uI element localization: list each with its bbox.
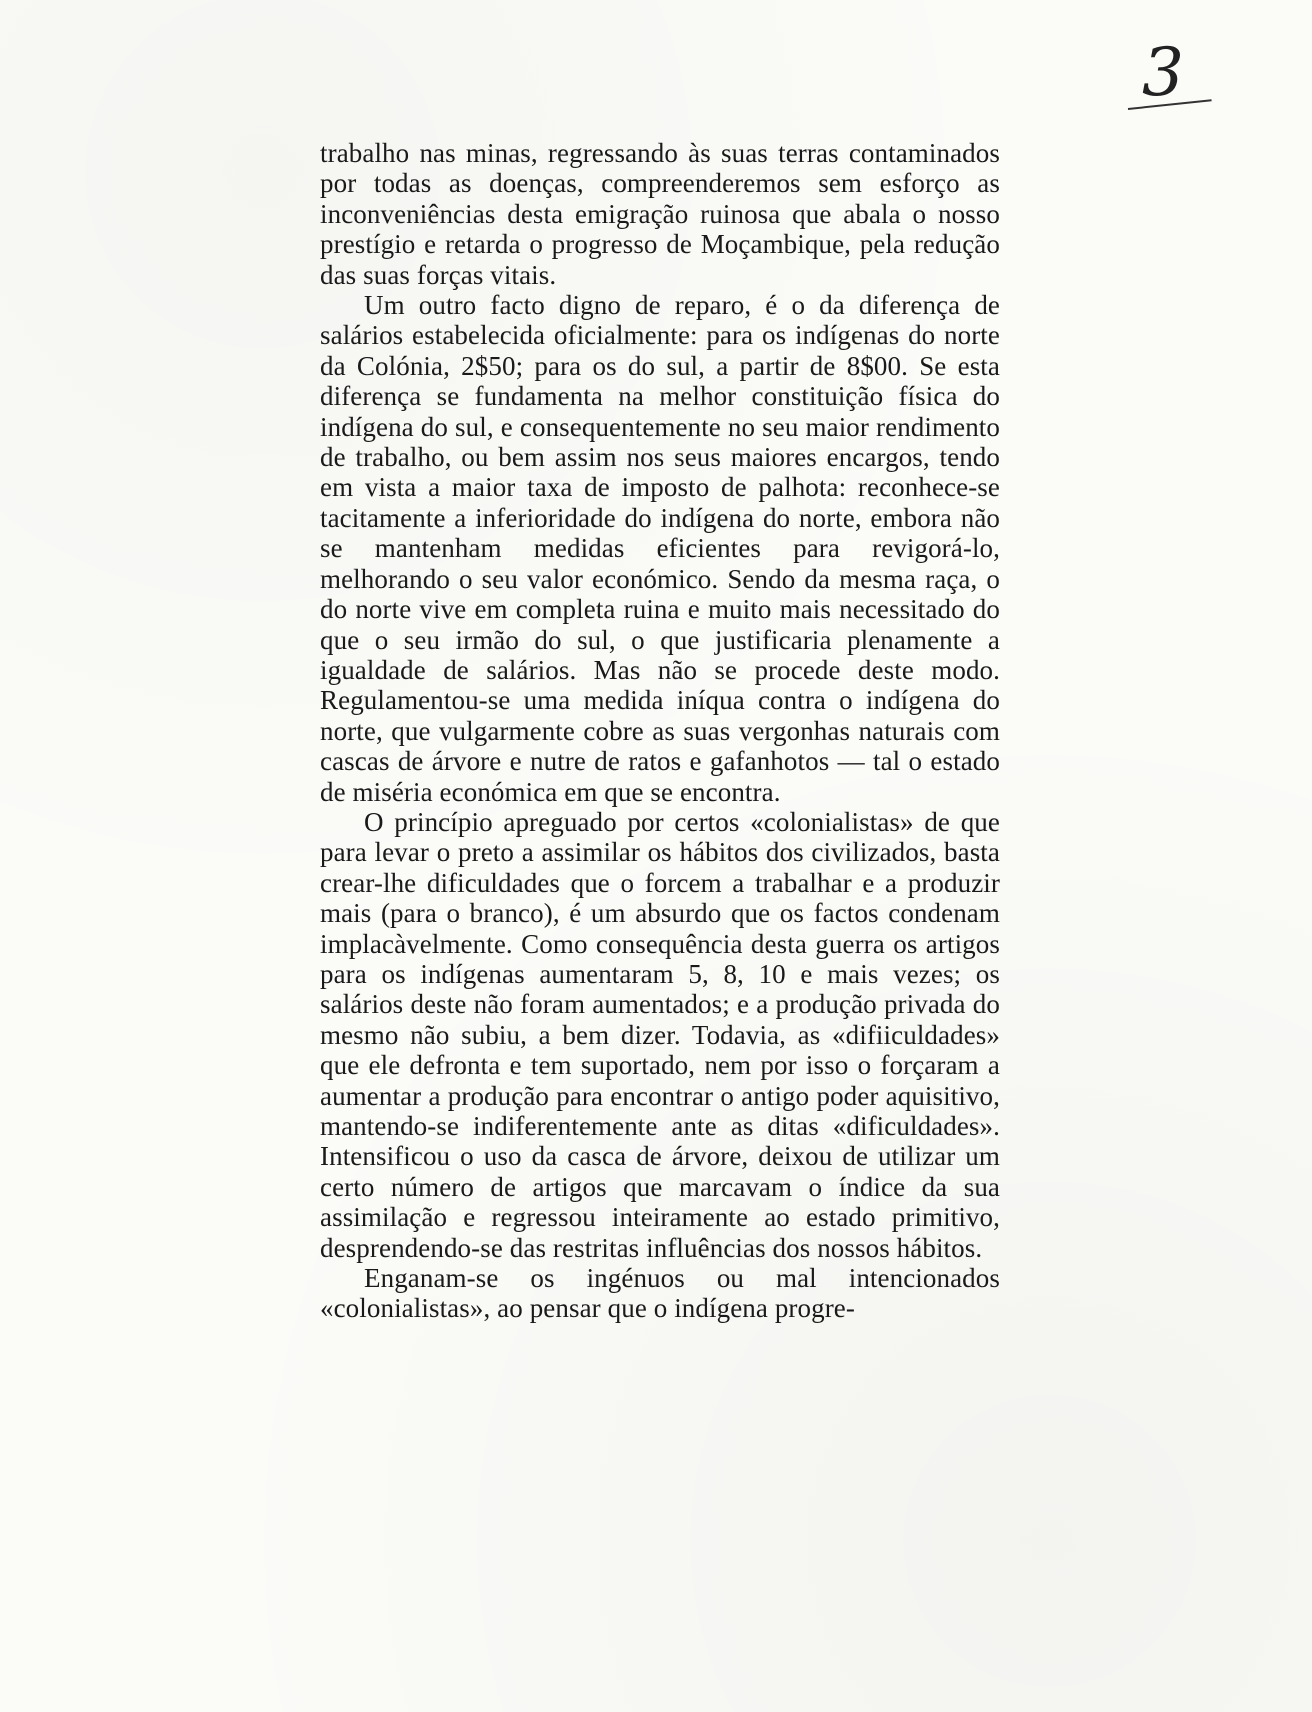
paragraph-1: trabalho nas minas, regressando às suas terras contaminados por todas as doenças, compreenderemos sem esforço as inconveniências desta emigração ruinosa que abala o nosso prestígio e retarda o progresso de Moçambique, pela redução das suas forças vitais. <box>320 138 1000 290</box>
text-column <box>320 138 1000 1324</box>
handwritten-page-number <box>1128 34 1218 126</box>
paragraph-4: Enganam-se os ingénuos ou mal intencionados «colonialistas», ao pensar que o indígena progre- <box>320 1263 1000 1324</box>
page-number-digit: 3 <box>1142 34 1184 111</box>
paragraph-3: O princípio apreguado por certos «colonialistas» de que para levar o preto a assimilar os hábitos dos civilizados, basta crear-lhe dificuldades que o forcem a trabalhar e a produzir mais (para o branco), é um absurdo que os factos condenam implacàvelmente. Como consequência desta guerra os artigos para os indígenas aumentaram 5, 8, 10 e mais vezes; os salários deste não foram aumentados; e a produção privada do mesmo não subiu, a bem dizer. Todavia, as «difiiculdades» que ele defronta e tem suportado, nem por isso o forçaram a aumentar a produção para encontrar o antigo poder aquisitivo, mantendo-se indiferentemente ante as ditas «dificuldades». Intensificou o uso da casca de árvore, deixou de utilizar um certo número de artigos que marcavam o índice da sua assimilação e regressou inteiramente ao estado primitivo, desprendendo-se das restritas influências dos nossos hábitos. <box>320 806 1000 1263</box>
paragraph-2: Um outro facto digno de reparo, é o da diferença de salários estabelecida oficialmente: para os indígenas do norte da Colónia, 2$50; para os do sul, a partir de 8$00. Se esta diferença se fundamenta na melhor constituição física do indígena do sul, e consequentemente no seu maior rendimento de trabalho, ou bem assim nos seus maiores encargos, tendo em vista a maior taxa de imposto de palhota: reconhece-se tacitamente a inferioridade do indígena do norte, embora não se mantenham medidas eficientes para revigorá-lo, melhorando o seu valor económico. Sendo da mesma raça, o do norte vive em completa ruina e muito mais necessitado do que o seu irmão do sul, o que justificaria plenamente a igualdade de salários. Mas não se procede deste modo. Regulamentou-se uma medida iníqua contra o indígena do norte, que vulgarmente cobre as suas vergonhas naturais com cascas de árvore e nutre de ratos e gafanhotos — tal o estado de miséria económica em que se encontra. <box>320 290 1000 807</box>
